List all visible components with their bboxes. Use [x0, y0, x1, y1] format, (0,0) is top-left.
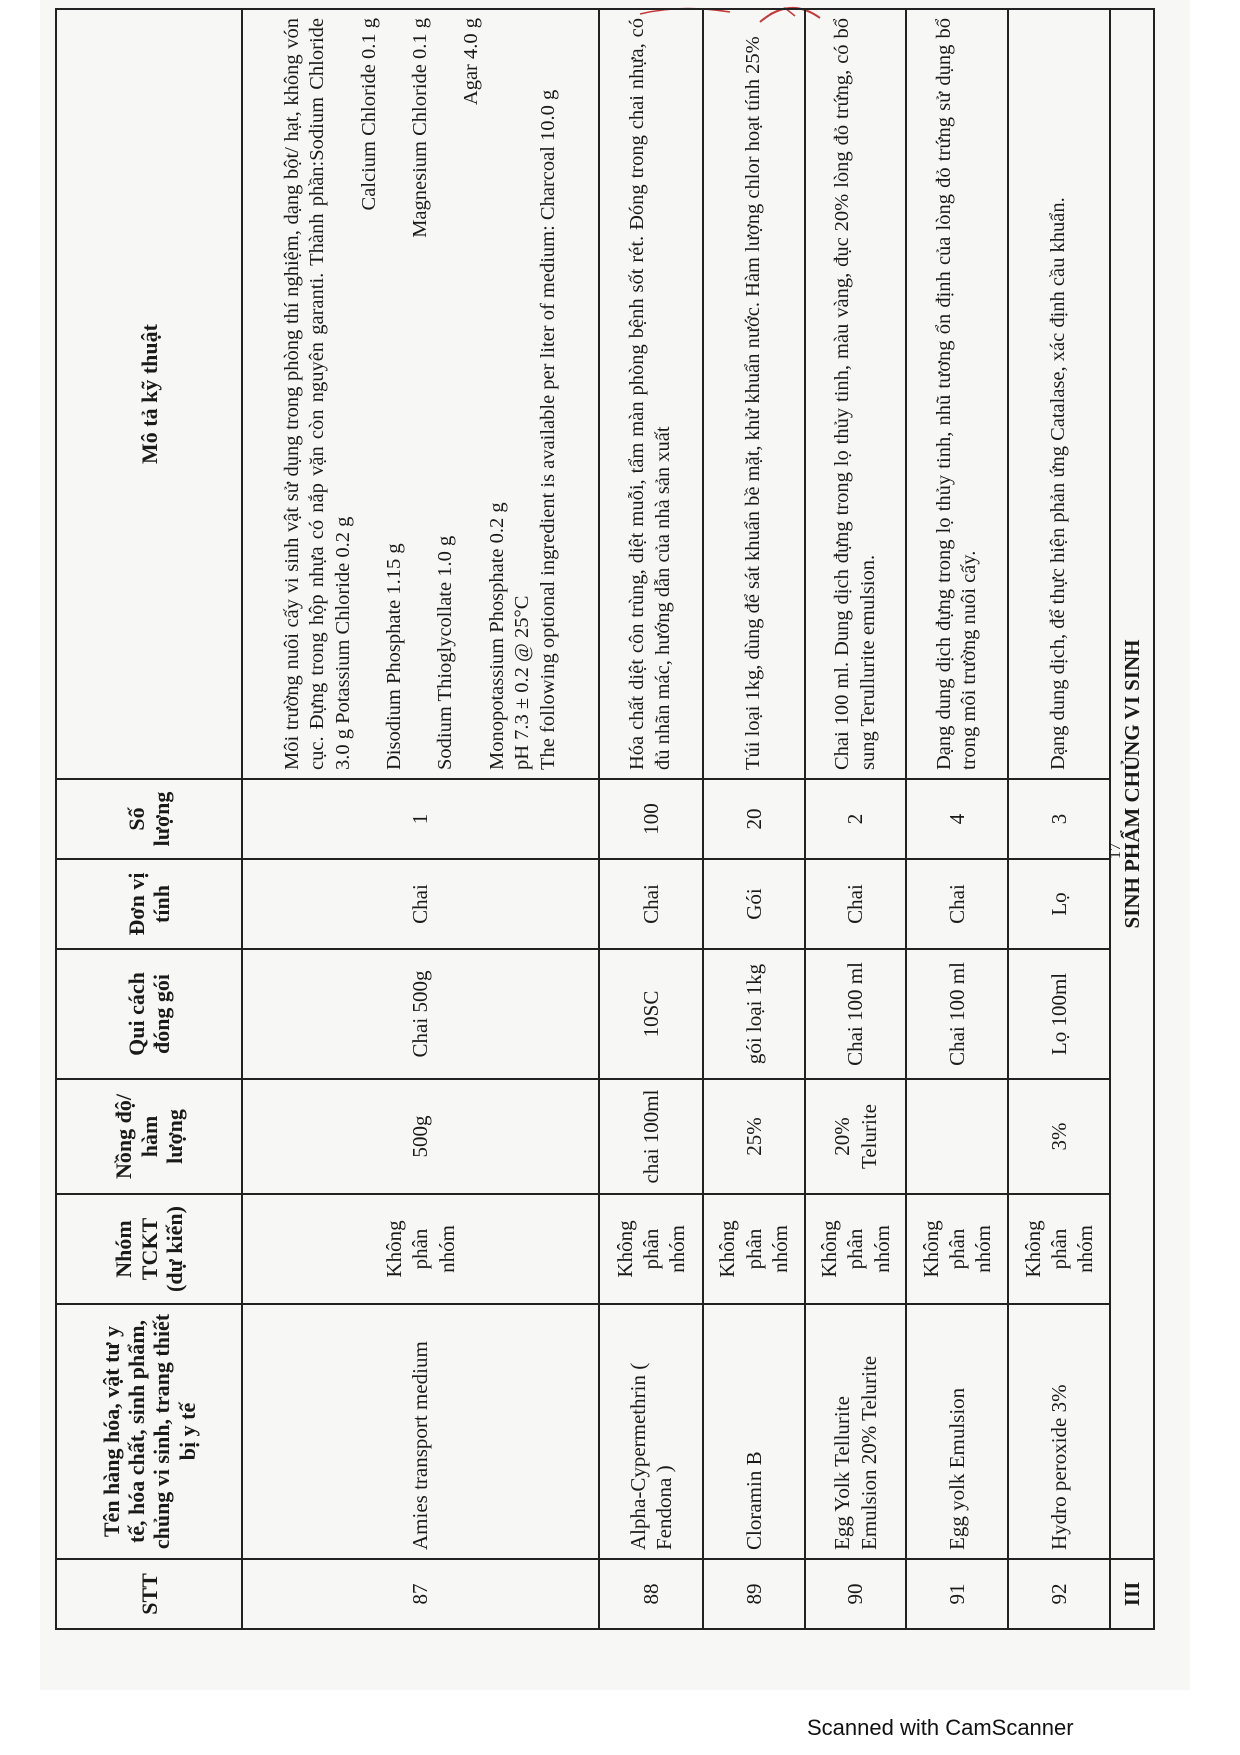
cell-name: Hydro peroxide 3%	[1008, 1304, 1110, 1559]
cell-name: Amies transport medium	[242, 1304, 598, 1559]
cell-qty: 2	[805, 779, 907, 859]
cell-conc: 3%	[1008, 1079, 1110, 1194]
cell-stt: 92	[1008, 1559, 1110, 1629]
cell-conc	[906, 1079, 1008, 1194]
cell-conc: 25%	[703, 1079, 805, 1194]
header-conc: Nồng độ/ hàm lượng	[56, 1079, 242, 1194]
header-unit: Đơn vị tính	[56, 859, 242, 949]
header-pack: Qui cách đóng gói	[56, 949, 242, 1079]
desc-line: Disodium Phosphate 1.15 g	[383, 543, 406, 770]
table-row	[703, 9, 805, 1629]
desc-line: Agar 4.0 g	[460, 18, 483, 106]
header-group: Nhóm TCKT (dự kiến)	[56, 1194, 242, 1304]
section-row	[1110, 9, 1154, 1629]
desc-line: The following optional ingredient is available per liter of medium: Charcoal 10.0 g	[536, 89, 559, 770]
cell-unit: Chai	[805, 859, 907, 949]
cell-group: Không phân nhóm	[1008, 1194, 1110, 1304]
header-desc: Mô tả kỹ thuật	[56, 9, 242, 779]
product-table	[55, 8, 1155, 1630]
cell-unit: Chai	[242, 859, 598, 949]
desc-line: Calcium Chloride 0.1 g	[357, 18, 380, 211]
cell-group: Không phân nhóm	[703, 1194, 805, 1304]
cell-pack: 10SC	[599, 949, 703, 1079]
cell-qty: 100	[599, 779, 703, 859]
cell-pack: Chai 100 ml	[906, 949, 1008, 1079]
rotated-table-wrapper	[55, 10, 1155, 1630]
cell-name: Cloramin B	[703, 1304, 805, 1559]
camscanner-footer: Scanned with CamScanner	[807, 1715, 1074, 1740]
cell-unit: Chai	[906, 859, 1008, 949]
cell-unit: Lọ	[1008, 859, 1110, 949]
cell-unit: Gói	[703, 859, 805, 949]
table-row	[805, 9, 907, 1629]
desc-line: pH 7.3 ± 0.2 @ 25°C	[511, 595, 534, 770]
header-name: Tên hàng hóa, vật tư y tế, hóa chất, sinh phẩm, chủng vi sinh, trang thiết bị y tế	[56, 1304, 242, 1559]
table-header-row	[56, 9, 242, 1629]
cell-group: Không phân nhóm	[242, 1194, 598, 1304]
page-number: 17	[1107, 843, 1124, 859]
cell-name: Egg Yolk Tellurite Emulsion 20% Telurite	[805, 1304, 907, 1559]
cell-desc: Chai 100 ml. Dung dịch đựng trong lọ thủy tinh, màu vàng, đục 20% lòng đỏ trứng, có bổ sung Terullurite emulsion.	[805, 9, 907, 779]
cell-pack: Lọ 100ml	[1008, 949, 1110, 1079]
cell-name: Egg yolk Emulsion	[906, 1304, 1008, 1559]
desc-line: Monopotassium Phosphate 0.2 g	[485, 502, 508, 770]
cell-qty: 3	[1008, 779, 1110, 859]
cell-pack: Chai 500g	[242, 949, 598, 1079]
cell-name: Alpha-Cypermethrin ( Fendona )	[599, 1304, 703, 1559]
cell-stt: 89	[703, 1559, 805, 1629]
cell-conc: chai 100ml	[599, 1079, 703, 1194]
cell-group: Không phân nhóm	[906, 1194, 1008, 1304]
table-row	[1008, 9, 1110, 1629]
cell-conc: 20% Telurite	[805, 1079, 907, 1194]
cell-qty: 20	[703, 779, 805, 859]
cell-desc: Dạng dung dịch, để thực hiện phản ứng Catalase, xác định cầu khuẩn.	[1008, 9, 1110, 779]
desc-line: Magnesium Chloride 0.1 g	[408, 18, 431, 238]
desc-line: Sodium Thioglycollate 1.0 g	[434, 535, 457, 770]
cell-desc	[242, 9, 598, 779]
cell-conc: 500g	[242, 1079, 598, 1194]
cell-qty: 1	[242, 779, 598, 859]
table-row	[599, 9, 703, 1629]
table-row	[242, 9, 598, 1629]
cell-desc: Dạng dung dịch đựng trong lọ thủy tinh, nhũ tương ổn định của lòng đỏ trứng sử dụng bổ trong môi trường nuôi cấy.	[906, 9, 1008, 779]
cell-desc: Túi loại 1kg, dùng để sát khuẩn bề mặt, khử khuẩn nước. Hàm lượng chlor hoạt tính 25%	[703, 9, 805, 779]
table-row	[906, 9, 1008, 1629]
section-stt: III	[1110, 1559, 1154, 1629]
header-stt: STT	[56, 1559, 242, 1629]
cell-qty: 4	[906, 779, 1008, 859]
cell-group: Không phân nhóm	[599, 1194, 703, 1304]
cell-unit: Chai	[599, 859, 703, 949]
cell-desc: Hóa chất diệt côn trùng, diệt muỗi, tẩm màn phòng bệnh sốt rét. Đóng trong chai nhựa, có đủ nhãn mác, hướng dẫn của nhà sản xuất	[599, 9, 703, 779]
section-title: SINH PHẨM CHỦNG VI SINH	[1110, 9, 1154, 1559]
cell-stt: 88	[599, 1559, 703, 1629]
header-qty: Số lượng	[56, 779, 242, 859]
cell-stt: 87	[242, 1559, 598, 1629]
desc-line: Môi trường nuôi cấy vi sinh vật sử dụng trong phòng thí nghiệm, dạng bột/ hạt, không vón cục. Đựng trong hộp nhựa có nắp vặn còn nguyên garanti. Thành phần:Sodium Chloride 3.0 g Potassium Chloride 0.2 g	[280, 18, 354, 770]
cell-pack: Chai 100 ml	[805, 949, 907, 1079]
cell-stt: 90	[805, 1559, 907, 1629]
cell-stt: 91	[906, 1559, 1008, 1629]
cell-group: Không phân nhóm	[805, 1194, 907, 1304]
cell-pack: gói loại 1kg	[703, 949, 805, 1079]
